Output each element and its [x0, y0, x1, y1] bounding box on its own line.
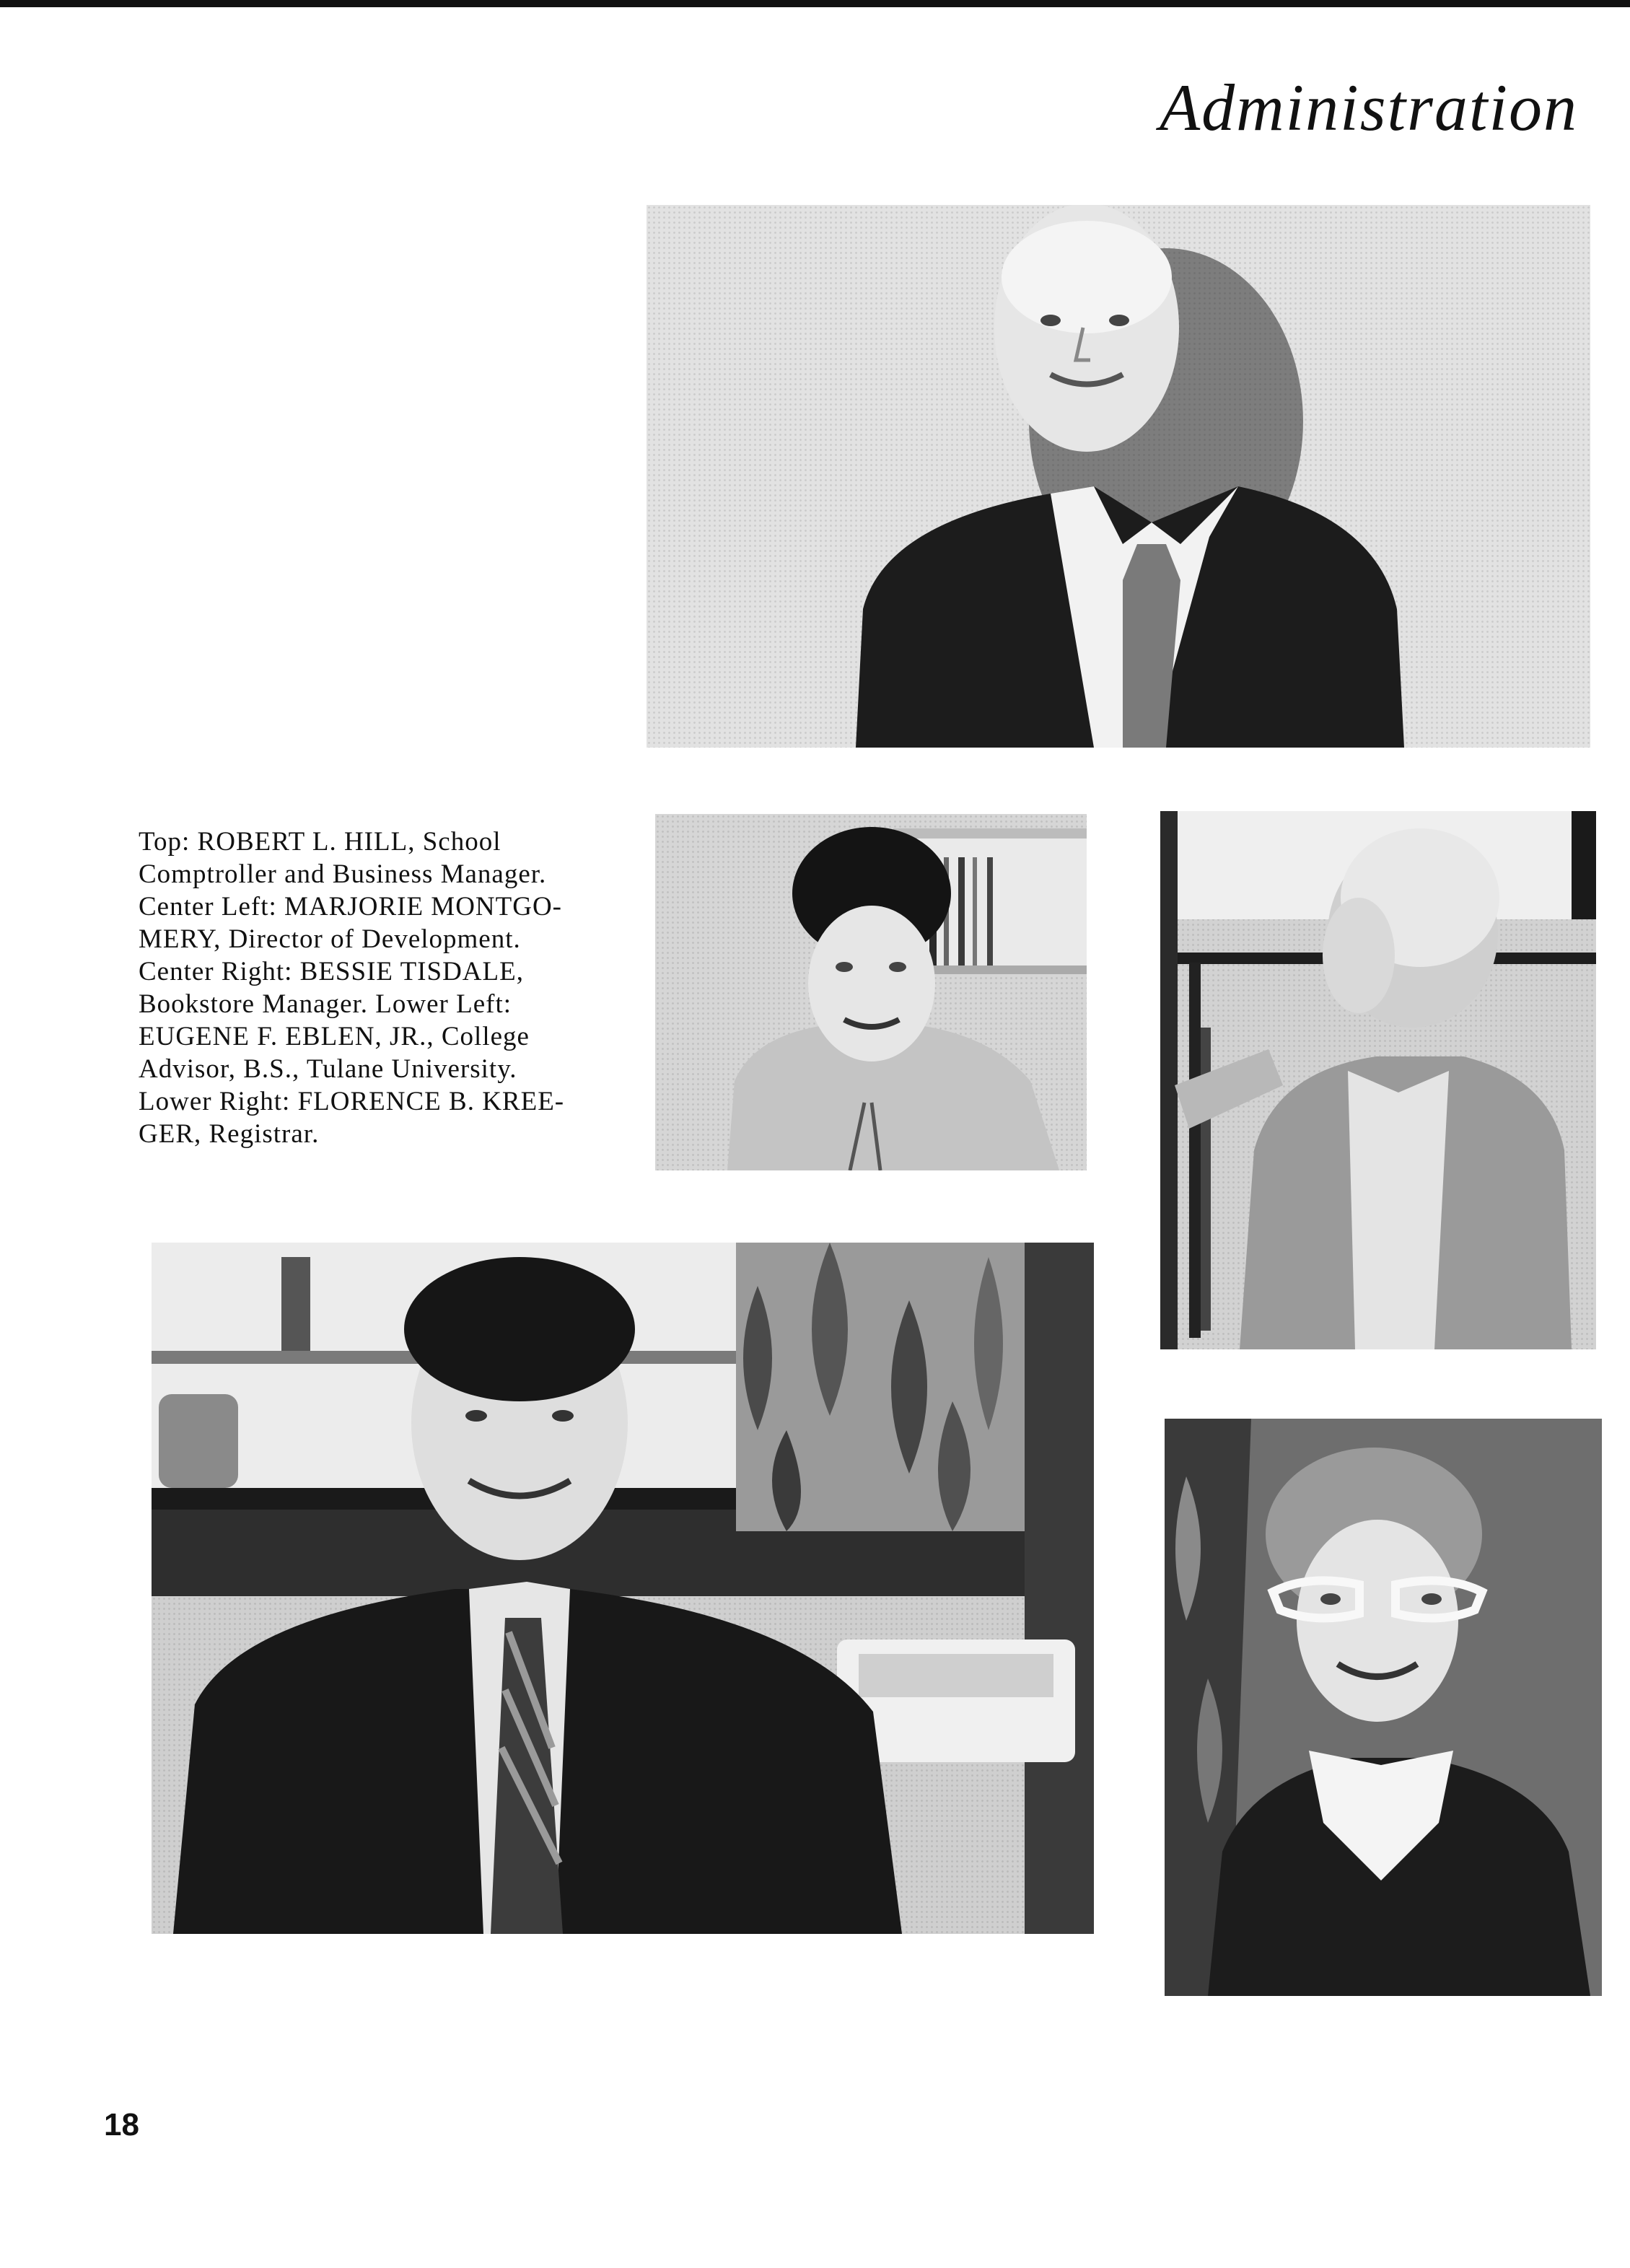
photo-bessie-tisdale — [1160, 811, 1596, 1349]
page-top-rule — [0, 0, 1630, 7]
photo-caption — [139, 826, 600, 1150]
caption-line: Comptroller and Business Manager. — [139, 859, 547, 889]
caption-line: MERY, Director of Development. — [139, 924, 521, 954]
portrait-marjorie-montgomery — [655, 814, 1087, 1170]
portrait-florence-kreeger — [1165, 1419, 1602, 1996]
caption-line: EUGENE F. EBLEN, JR., College — [139, 1022, 530, 1051]
page-title: Administration — [1159, 71, 1578, 144]
photo-florence-kreeger — [1165, 1419, 1602, 1996]
portrait-robert-hill — [647, 205, 1590, 748]
photo-eugene-eblen — [152, 1243, 1094, 1934]
portrait-eugene-eblen — [152, 1243, 1094, 1934]
photo-marjorie-montgomery — [655, 814, 1087, 1170]
portrait-bessie-tisdale — [1160, 811, 1596, 1349]
caption-line: Bookstore Manager. Lower Left: — [139, 989, 512, 1019]
caption-line: Lower Right: FLORENCE B. KREE- — [139, 1087, 565, 1116]
caption-line: Advisor, B.S., Tulane University. — [139, 1054, 517, 1084]
caption-line: GER, Registrar. — [139, 1119, 320, 1149]
caption-line: Top: ROBERT L. HILL, School — [139, 827, 501, 857]
caption-line: Center Right: BESSIE TISDALE, — [139, 957, 524, 986]
caption-line: Center Left: MARJORIE MONTGO- — [139, 892, 562, 921]
photo-robert-hill — [647, 205, 1590, 748]
page-number: 18 — [104, 2107, 139, 2142]
